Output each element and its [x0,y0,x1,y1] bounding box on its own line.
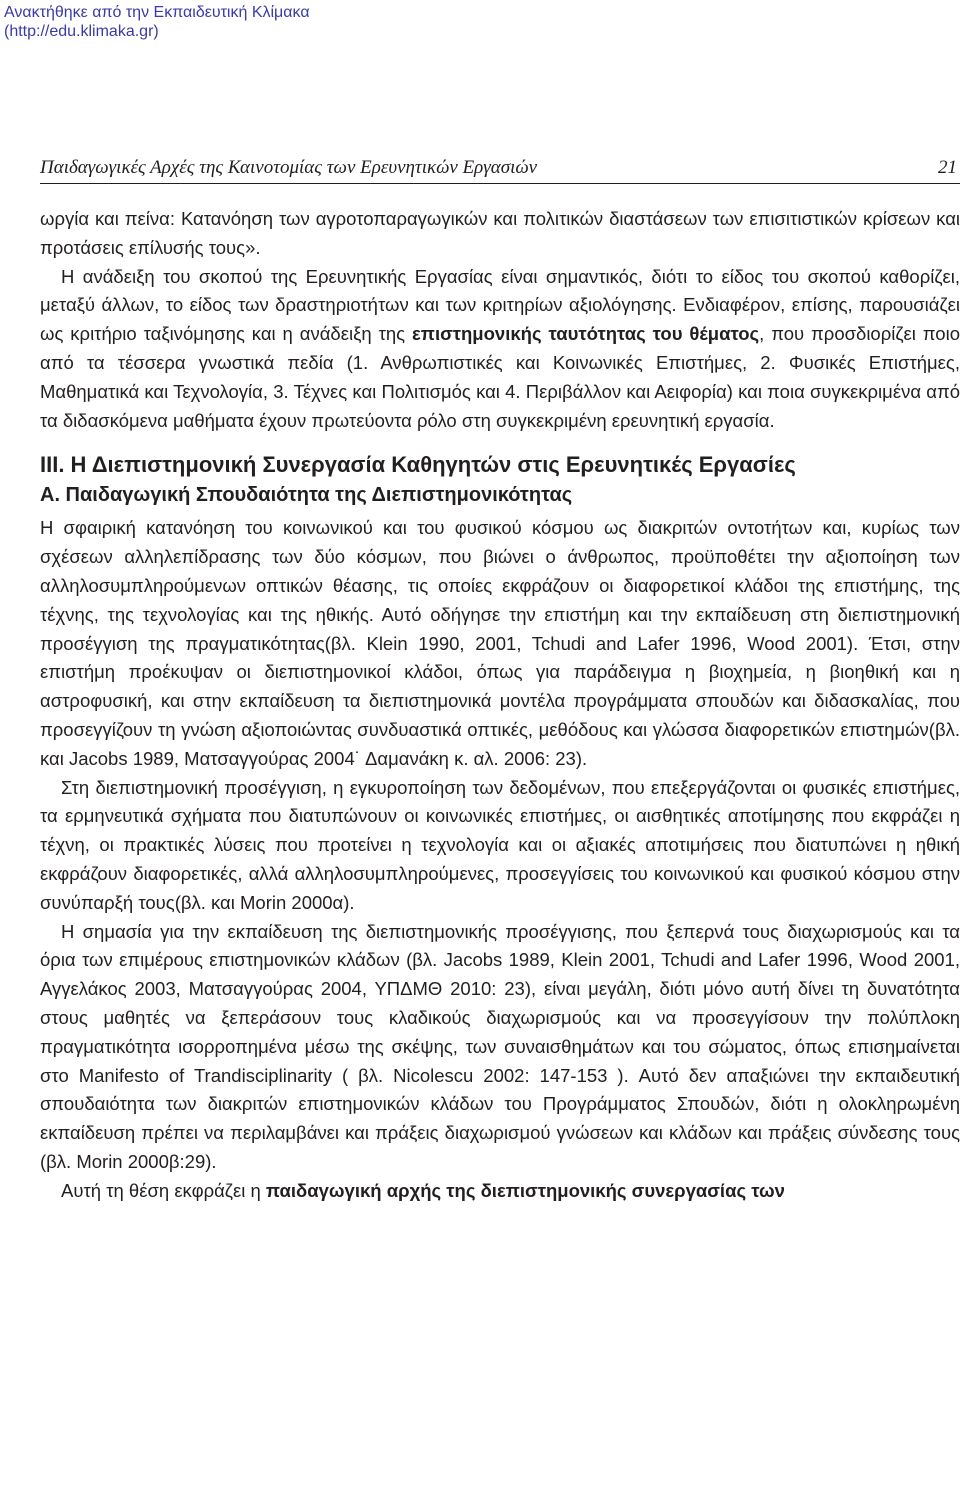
paragraph: Στη διεπιστημονική προσέγγιση, η εγκυροποίηση των δεδομένων, που επεξεργάζονται οι φυσικές επιστήμες, τα ερμηνευτικά σχήματα που διατυπώνουν οι κοινωνικές επιστήμες, οι αισθητικές αποτίμησης που εκφράζει η τέχνη, οι πρακτικές λύσεις που προτείνει η τεχνολογία και οι αξιακές αποτιμήσεις που διατυπώνει η ηθική εκφράζουν διαφορετικές, αλλά αλληλοσυμπληρούμενες, προσεγγίσεις του κοινωνικού και φυσικού κόσμου στην συνύπαρξή τους(βλ. και Morin 2000α). [40,776,960,913]
paragraph-text: Η ανάδειξη του σκοπού της Ερευνητικής Εργασίας είναι σημαντικός, διότι το είδος του σκοπού καθορίζει, μεταξύ άλλων, το είδος των δραστηριοτήτων και των κριτηρίων αξιολόγησης. Ενδιαφέρον, επίσης, παρουσιάζει ως κριτήριο ταξινόμησης και η ανάδειξη της [40,265,960,345]
paragraph [40,263,960,436]
paragraph: Η σφαιρική κατανόηση του κοινωνικού και του φυσικού κόσμου ως διακριτών οντοτήτων και, κυρίως των σχέσεων αλληλεπίδρασης των δύο κόσμων, που βιώνει ο άνθρωπος, προϋποθέτει την αξιοποίηση των αλληλοσυμπληρούμενων οπτικών θέασης, τις οποίες εκφράζουν οι διαφορετικοί κλάδοι της επιστήμης, της τέχνης, της τεχνολογίας και της ηθικής. Αυτό οδήγησε την επιστήμη και την εκπαίδευση στη διεπιστημονική προσέγγιση της πραγματικότητας(βλ. Klein 1990, 2001, Tchudi and Lafer 1996, Wood 2001). Έτσι, στην επιστήμη προέκυψαν οι διεπιστημονικοί κλάδοι, όπως για παράδειγμα η βιοχημεία, η βιοηθική και η αστροφυσική, και στην εκπαίδευση τα διεπιστημονικά μοντέλα προγράμματα σπουδών και διδασκαλίας, που προσεγγίζουν τη γνώση αξιοποιώντας συνδυαστικά οπτικές, μεθόδους και γλώσσα διαφορετικών επιστημών(βλ. και Jacobs 1989, Ματσαγγούρας 2004˙ Δαμανάκη κ. αλ. 2006: 23). [40,517,960,769]
running-header [40,157,960,184]
subsection-heading: Α. Παιδαγωγική Σπουδαιότητα της Διεπιστημονικότητας [40,484,573,507]
paragraph: ωργία και πείνα: Κατανόηση των αγροτοπαραγωγικών και πολιτικών διαστάσεων των επισιτιστικών κρίσεων και προτάσεις επίλυσής τους». [40,208,960,258]
running-header-title: Παιδαγωγικές Αρχές της Καινοτομίας των Ερευνητικών Εργασιών [40,157,538,178]
bold-phrase: παιδαγωγική αρχής της διεπιστημονικής συνεργασίας των [265,1179,785,1201]
bold-phrase: επιστημονικής ταυτότητας του θέματος [412,323,760,345]
paragraph-text: Αυτή τη θέση εκφράζει η [61,1179,266,1201]
section-heading: III. Η Διεπιστημονική Συνεργασία Καθηγητών στις Ερευνητικές Εργασίες [40,452,796,478]
paragraph: Η σημασία για την εκπαίδευση της διεπιστημονικής προσέγγισης, που ξεπερνά τους διαχωρισμούς και τα όρια των επιμέρους επιστημονικών κλάδων (βλ. Jacobs 1989, Klein 2001, Tchudi and Lafer 1996, Wood 2001, Αγγελάκος 2003, Ματσαγγούρας 2004, ΥΠΔΜΘ 2010: 23), είναι μεγάλη, διότι μόνο αυτή δίνει τη δυνατότητα στους μαθητές να ξεπεράσουν τους κλαδικούς διαχωρισμούς και να προσεγγίσουν την πολύπλοκη πραγματικότητα ισορροπημένα μέσω της σκέψης, των συναισθημάτων και του σώματος, όπως επισημαίνεται στο Manifesto of Trandisciplinarity ( βλ. Nicolescu 2002: 147-153 ). Αυτό δεν απαξιώνει την εκπαιδευτική σπουδαιότητα των διακριτών επιστημονικών κλάδων του Προγράμματος Σπουδών, διότι η ολοκληρωμένη εκπαίδευση πρέπει να περιλαμβάνει και πράξεις διαχωρισμού γνώσεων και κλάδων και πράξεις σύνδεσης τους (βλ. Morin 2000β:29). [40,920,960,1172]
source-line-title[interactable]: Ανακτήθηκε από την Εκπαιδευτική Κλίμακα [4,4,310,21]
page-body [40,205,960,1206]
page-number: 21 [938,157,957,178]
source-attribution [4,3,310,41]
paragraph-text: , που προσδιορίζει ποιο από τα τέσσερα γνωστικά πεδία (1. Ανθρωπιστικές και Κοινωνικές Επιστήμες, 2. Φυσικές Επιστήμες, Μαθηματικά και Τεχνολογία, 3. Τέχνες και Πολιτισμός και 4. Περιβάλλον και Αειφορία) και ποια συγκεκριμένα από τα διδασκόμενα μαθήματα έχουν πρωτεύοντα ρόλο στη συγκεκριμένη ερευνητική εργασία. [40,323,960,431]
source-line-url[interactable]: (http://edu.klimaka.gr) [4,23,159,40]
paragraph [40,1177,960,1206]
